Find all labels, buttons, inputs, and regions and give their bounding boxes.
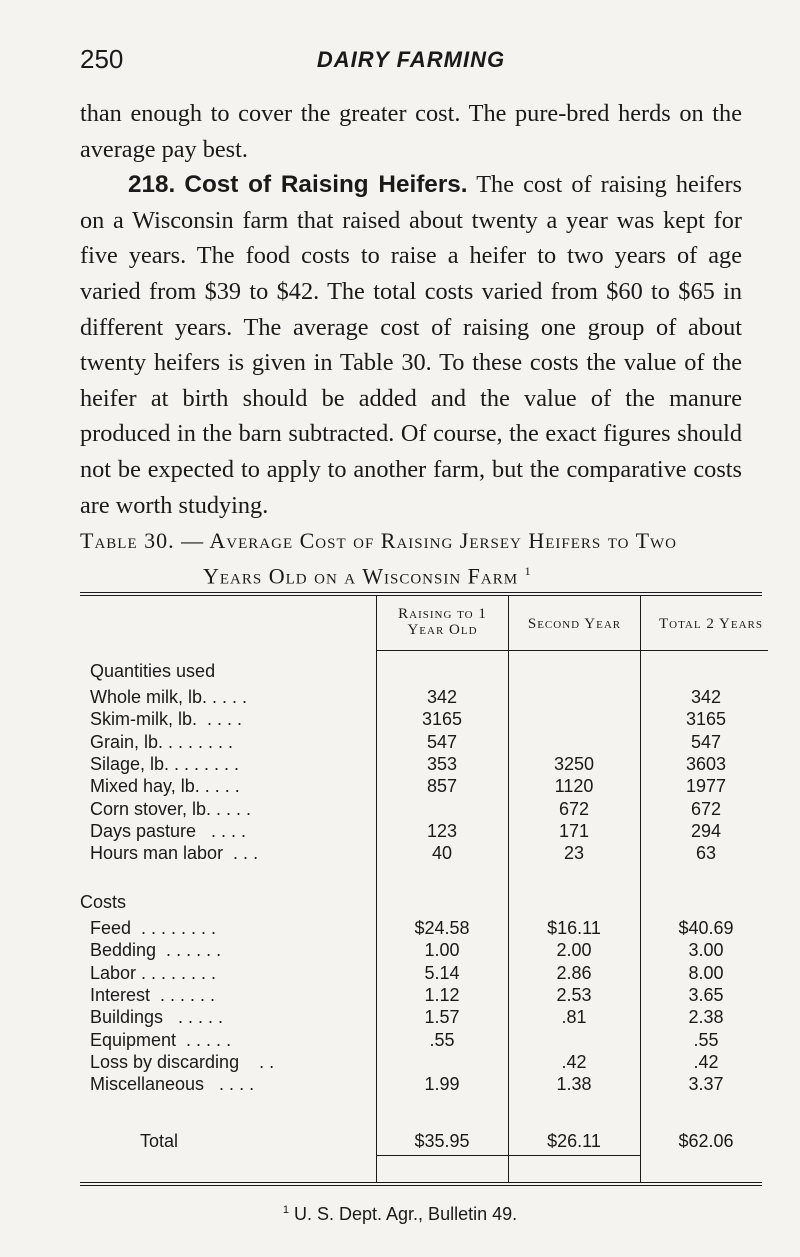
cell-c1: 1.00	[424, 940, 460, 961]
page-number: 250	[80, 44, 124, 74]
caption-line-1: Table 30. — Average Cost of Raising Jersey Heifers to Two	[80, 528, 678, 553]
col-header-2: Second Year	[527, 616, 622, 632]
cell-c1: $24.58	[414, 918, 470, 938]
cell-c2: 23	[563, 843, 585, 864]
footnote-ref: 1	[282, 1204, 289, 1216]
total-col-1: $35.95	[414, 1131, 470, 1151]
paragraph-2	[80, 167, 742, 523]
row-label: Labor . . . . . . . .	[90, 962, 217, 983]
cell-c2: 3250	[553, 753, 595, 774]
row-label: Equipment . . . . .	[90, 1029, 232, 1050]
cell-c2: 171	[558, 820, 590, 841]
row-label: Silage, lb. . . . . . . .	[90, 753, 240, 774]
paragraph-2-text: The cost of raising heifers on a Wisconsin farm that raised about twenty a year was kept for five years. The food costs to raise a heifer to two years of age varied from $39 to $42. The total costs varied from $60 to $65 in different years. The average cost of raising one group of about twenty heifers is given in Table 30. To these costs the value of the heifer at birth should be added and the value of the manure produced in the barn subtracted. Of course, the exact figures should not be expected to apply to another farm, but the comparative costs are worth studying.	[80, 171, 742, 519]
row-label: Whole milk, lb. . . . .	[90, 687, 248, 707]
row-label: Skim-milk, lb. . . . .	[90, 709, 243, 730]
row-label: Loss by discarding . .	[90, 1051, 275, 1072]
cell-c2: 2.00	[556, 940, 592, 961]
cell-c2: $16.11	[547, 918, 601, 938]
col-header-1: Raising to 1 Year Old	[398, 606, 487, 638]
cell-c3: 63	[695, 843, 717, 864]
cell-c3: 3.65	[688, 984, 724, 1005]
row-label: Grain, lb. . . . . . . .	[90, 731, 234, 752]
caption-line-2: Years Old on a Wisconsin Farm $^1$	[203, 563, 532, 589]
cell-c3: .42	[693, 1051, 719, 1072]
cell-c1: 342	[426, 687, 458, 707]
table-bottom-rule-2	[80, 1185, 762, 1186]
cell-c3: .55	[693, 1029, 719, 1050]
row-label: Days pasture . . . .	[90, 820, 247, 841]
row-label: Bedding . . . . . .	[90, 940, 222, 961]
cell-c3: 672	[690, 798, 722, 819]
table-top-rule-2	[80, 595, 762, 596]
cell-c3: 8.00	[688, 962, 724, 983]
cell-c3: 1977	[685, 776, 727, 797]
row-label: Buildings . . . . .	[90, 1007, 224, 1028]
cell-c3: 547	[690, 731, 722, 752]
row-label: Feed . . . . . . . .	[90, 918, 217, 938]
running-title: DAIRY FARMING	[316, 47, 506, 72]
cell-c1: 5.14	[424, 962, 460, 983]
row-label: Corn stover, lb. . . . .	[90, 798, 252, 819]
table-caption	[80, 526, 780, 591]
cell-c2: 2.86	[556, 962, 592, 983]
cell-c1: 1.99	[424, 1074, 460, 1095]
group-title-costs: Costs	[80, 892, 127, 912]
table-top-rule	[80, 592, 762, 593]
cell-c3: 342	[690, 687, 722, 707]
cell-c2: 672	[558, 798, 590, 819]
cell-c1: 353	[426, 753, 458, 774]
cell-c2: .81	[561, 1007, 587, 1028]
caption-footnote-ref: 1	[524, 564, 532, 578]
total-col-2: $26.11	[547, 1131, 601, 1151]
cell-c1: .55	[429, 1029, 455, 1050]
cell-c1: 40	[431, 843, 453, 864]
cell-c1: 857	[426, 776, 458, 797]
cell-c1: 1.12	[424, 984, 460, 1005]
row-label: Mixed hay, lb. . . . .	[90, 776, 240, 797]
cell-c3: $40.69	[678, 918, 734, 938]
cell-c2: 2.53	[556, 984, 592, 1005]
group-title-quantities: Quantities used	[90, 661, 216, 681]
footnote-text: U. S. Dept. Agr., Bulletin 49.	[294, 1204, 518, 1224]
row-label: Hours man labor . . .	[90, 843, 259, 864]
cell-c3: 294	[690, 820, 722, 841]
col-header-3: Total 2 Years	[658, 616, 763, 632]
row-label: Interest . . . . . .	[90, 984, 216, 1005]
total-col-3: $62.06	[678, 1131, 734, 1151]
cell-c2: 1120	[554, 776, 594, 797]
cell-c3: 3.37	[688, 1074, 724, 1095]
table-bottom-rule	[80, 1182, 762, 1183]
header-bottom-rule	[376, 650, 768, 651]
page-header	[80, 44, 742, 84]
paragraph-1: than enough to cover the greater cost. The pure-bred herds on the average pay best.	[80, 100, 742, 163]
footnote	[0, 1204, 800, 1225]
cell-c3: 3603	[685, 753, 727, 774]
total-label: Total	[140, 1131, 179, 1151]
cell-c1: 123	[426, 820, 458, 841]
cell-c3: 3165	[685, 709, 727, 730]
cell-c1: 547	[426, 731, 458, 752]
body-text	[80, 96, 742, 523]
cell-c3: 3.00	[688, 940, 724, 961]
cell-c2: .42	[561, 1051, 587, 1072]
row-label: Miscellaneous . . . .	[90, 1074, 255, 1095]
section-number: 218.	[128, 171, 176, 199]
section-title: Cost of Raising Heifers.	[184, 171, 468, 199]
cell-c2: 1.38	[556, 1074, 592, 1095]
cell-c3: 2.38	[688, 1007, 724, 1028]
cell-c1: 1.57	[424, 1007, 460, 1028]
cell-c1: 3165	[421, 709, 463, 730]
